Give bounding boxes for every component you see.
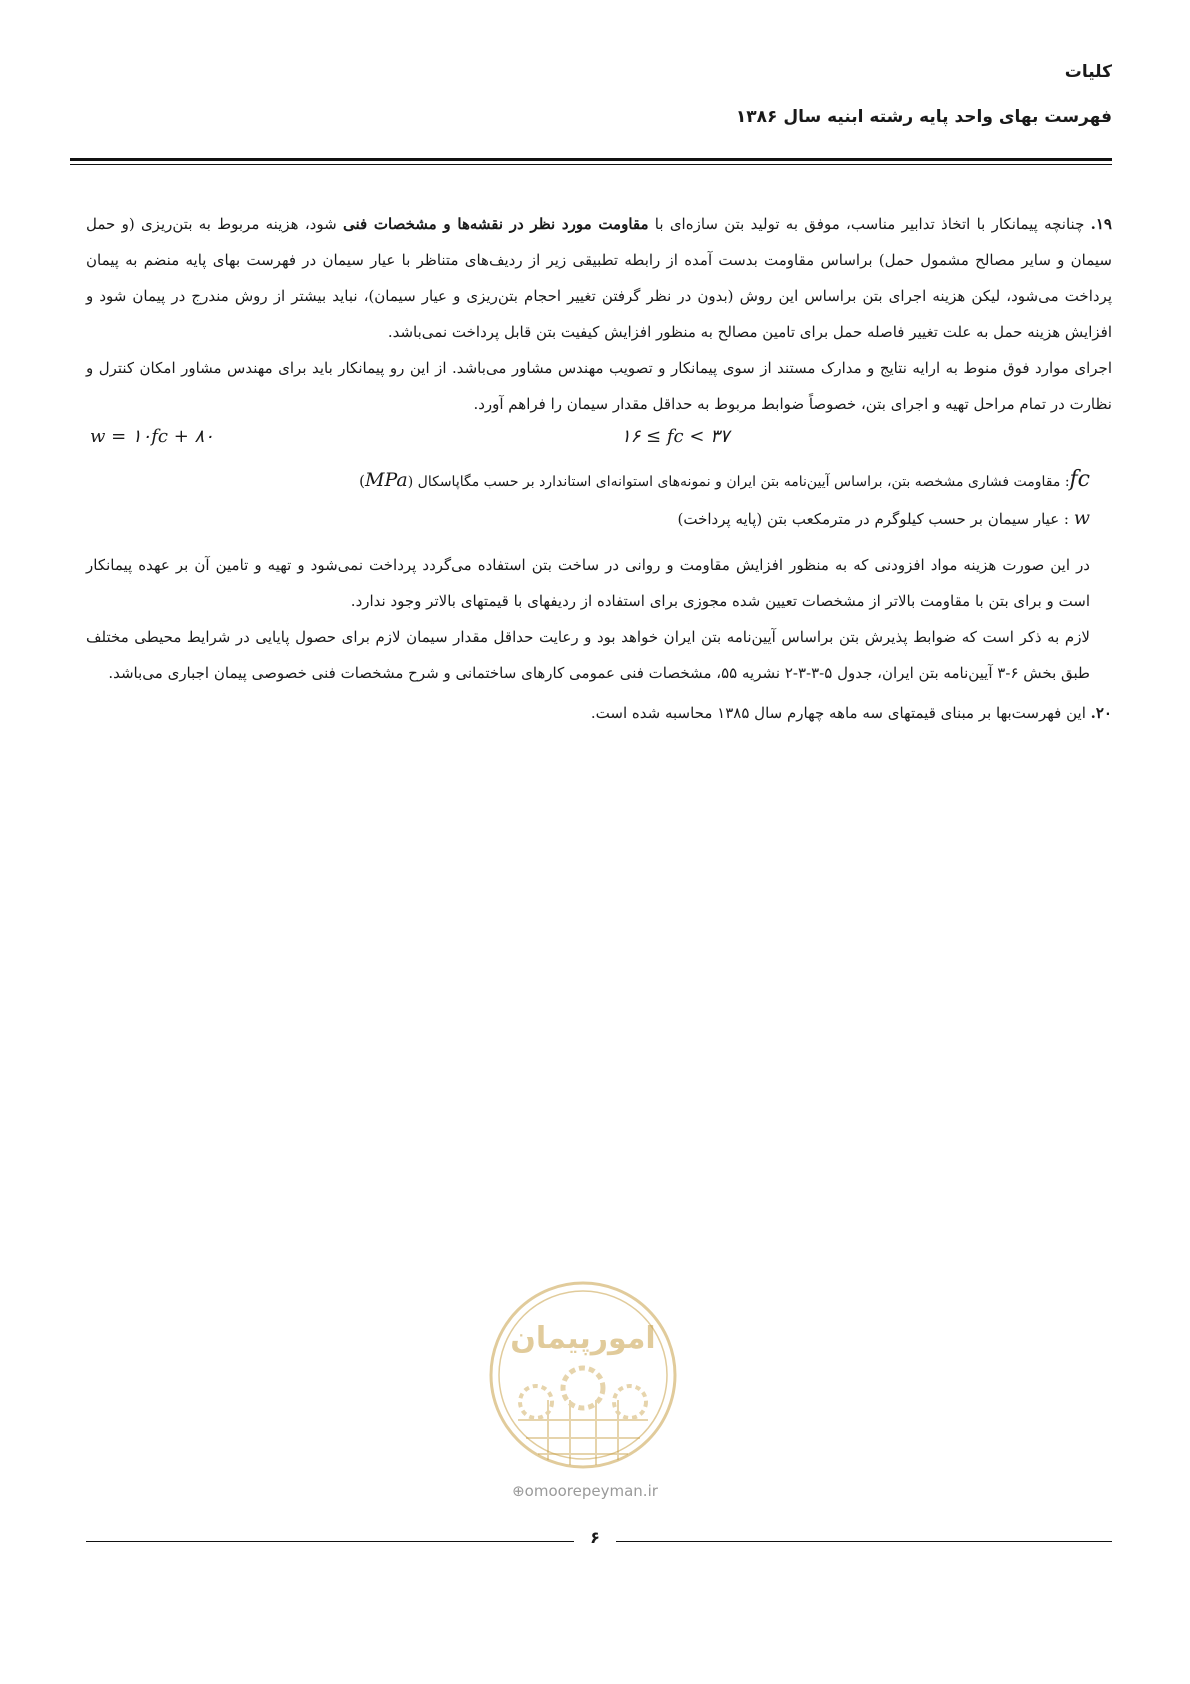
item-number-19: ۱۹. bbox=[1090, 215, 1112, 233]
watermark-url bbox=[480, 1482, 690, 1500]
paragraph-20-text: این فهرست‌بها بر مبنای قیمتهای سه ماهه چهارم سال ۱۳۸۵ محاسبه شده است. bbox=[590, 704, 1091, 722]
paragraph-standards: لازم به ذکر است که ضوابط پذیرش بتن براساس آیین‌نامه بتن ایران خواهد بود و رعایت حداقل مقدار سیمان لازم برای حصول پایایی در شرایط محیطی مختلف طبق بخش ۶-۳ آیین‌نامه بتن ایران، جدول ۵-۳-۳-۲ نشریه ۵۵، مشخصات فنی عمومی کارهای ساختمانی و شرح مشخصات فنی خصوصی پیمان اجباری می‌باشد. bbox=[86, 628, 1090, 682]
header-rule-thin bbox=[70, 164, 1112, 165]
body-content bbox=[86, 206, 1112, 731]
globe-icon: ⊕ bbox=[512, 1482, 525, 1500]
header-rule-thick bbox=[70, 158, 1112, 161]
strength-range: ۱۶ ≤ fc < ۳۷ bbox=[621, 426, 730, 447]
watermark-url-text: omoorepeyman.ir bbox=[524, 1482, 658, 1500]
fc-close: ) bbox=[359, 472, 366, 490]
page-number: ۶ bbox=[590, 1528, 600, 1547]
omoorepeyman-logo-watermark bbox=[478, 1270, 688, 1480]
w-symbol: w bbox=[1073, 507, 1090, 529]
footer-rule-right bbox=[616, 1541, 1112, 1542]
definition-fc bbox=[86, 462, 1090, 500]
paragraph-additives: در این صورت هزینه مواد افزودنی که به منظور افزایش مقاومت و روانی در ساخت بتن استفاده می‌گردد پرداخت نمی‌شود و تهیه و تامین آن بر عهده پیمانکار است و برای بتن با مقاومت بالاتر از مشخصات تعیین شده مجوزی برای استفاده از ردیفهای با قیمتهای بالاتر وجود ندارد. bbox=[86, 556, 1090, 610]
paragraph-19-bold: مقاومت مورد نظر در نقشه‌ها و مشخصات فنی bbox=[342, 215, 649, 233]
paragraph-19-text-2: شود، هزینه مربوط به بتن‌ریزی (و حمل سیمان و سایر مصالح مشمول حمل) براساس مقاومت بدست آمده از رابطه تطبیقی زیر از ردیف‌های متناظر با عیار سیمان در فهرست بهای پایه منضم به پیمان پرداخت می‌شود، لیکن هزینه اجرای بتن براساس این روش (بدون در نظر گرفتن تغییر احجام بتن‌ریزی و عیار سیمان)، نباید بیشتر از روش مندرج در پیمان شود و افزایش هزینه حمل به علت تغییر فاصله حمل برای تامین مصالح به منظور افزایش کیفیت بتن قابل پرداخت نمی‌باشد. bbox=[86, 215, 1112, 341]
logo-text: امورپیمان bbox=[510, 1321, 656, 1356]
cement-formula: w = ۱۰fc + ۸۰ bbox=[90, 426, 214, 447]
item-number-20: ۲۰. bbox=[1090, 704, 1112, 722]
page-header-title: کلیات bbox=[1064, 62, 1112, 82]
w-definition: : عیار سیمان بر حسب کیلوگرم در مترمکعب بتن (پایه پرداخت) bbox=[677, 510, 1074, 528]
footer-rule-left bbox=[86, 1541, 574, 1542]
formula-row bbox=[86, 422, 1112, 462]
fc-symbol: fc bbox=[1069, 467, 1090, 492]
fc-definition: : مقاومت فشاری مشخصه بتن، براساس آیین‌نامه بتن ایران و نمونه‌های استوانه‌ای استاندارد بر حسب مگاپاسکال ( bbox=[407, 474, 1070, 490]
paragraph-19-text-1: چنانچه پیمانکار با اتخاذ تدابیر مناسب، موفق به تولید بتن سازه‌ای با bbox=[648, 215, 1091, 233]
paragraph-19-continuation: اجرای موارد فوق منوط به ارایه نتایج و مدارک مستند از سوی پیمانکار و تصویب مهندس مشاور می‌باشد. از این رو پیمانکار باید برای مهندس مشاور امکان کنترل و نظارت در تمام مراحل تهیه و اجرای بتن، خصوصاً ضوابط مربوط به حداقل مقدار سیمان را فراهم آورد. bbox=[86, 359, 1112, 413]
paragraph-19 bbox=[86, 206, 1112, 350]
paragraph-20 bbox=[86, 695, 1112, 731]
page-header-subtitle: فهرست بهای واحد پایه رشته ابنیه سال ۱۳۸۶ bbox=[735, 107, 1112, 127]
fc-unit: MPa bbox=[365, 469, 408, 491]
definition-w bbox=[86, 500, 1090, 537]
